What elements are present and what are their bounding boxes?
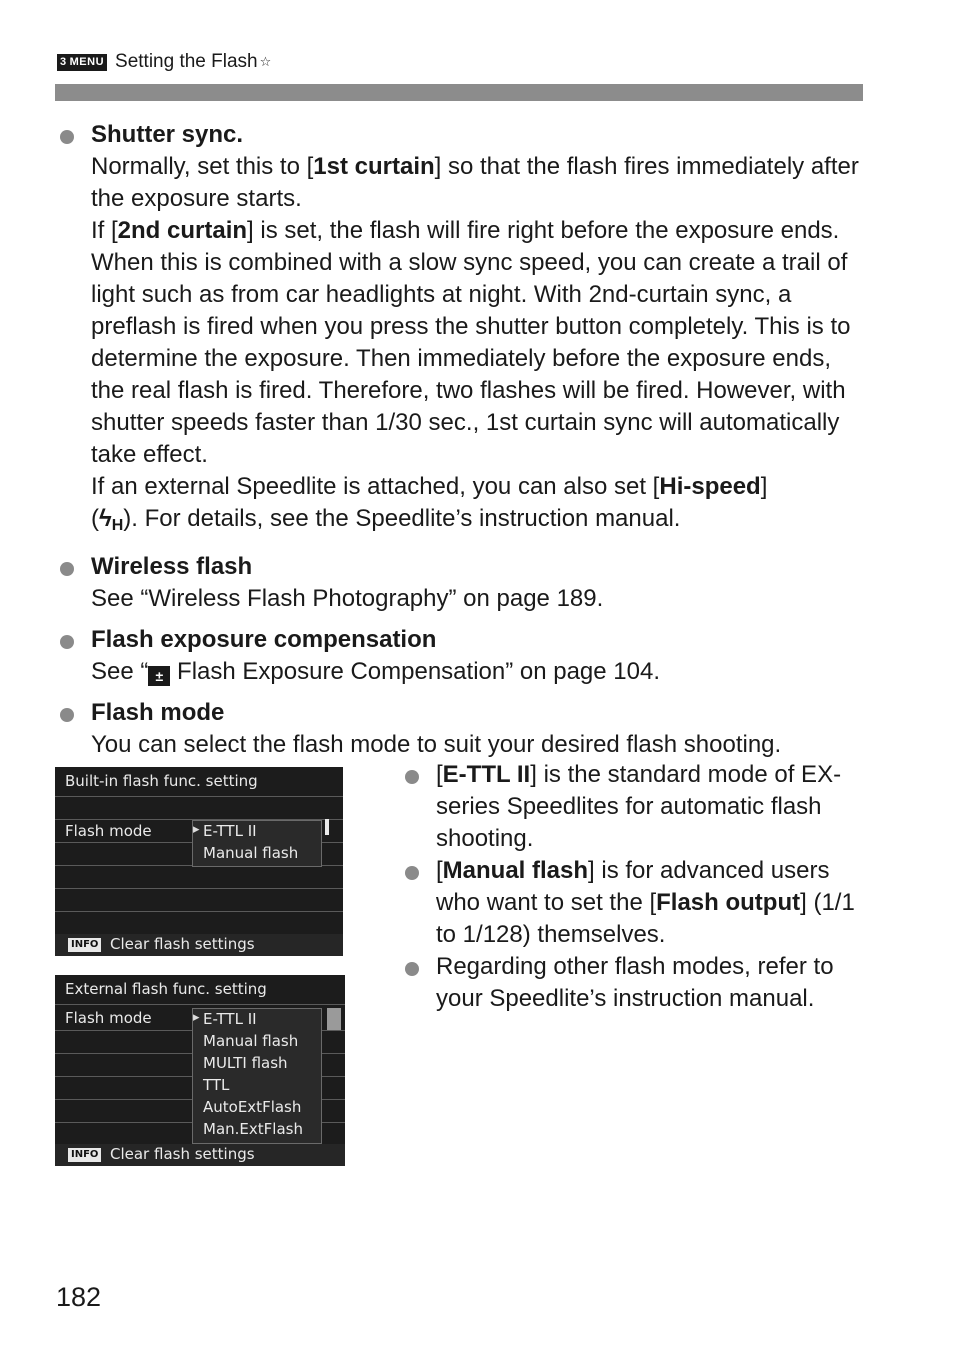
paragraph — [91, 656, 866, 688]
builtin-flash-screen — [55, 767, 343, 956]
main-content — [56, 119, 866, 770]
external-flash-screen — [55, 975, 345, 1166]
paragraph — [91, 151, 866, 215]
section-title: Wireless flash — [91, 553, 253, 580]
text: Flash Exposure Compensation” on page 104. — [170, 658, 661, 685]
info-button-icon: INFO — [68, 938, 101, 952]
paragraph: See “Wireless Flash Photography” on page 189. — [91, 585, 604, 612]
note-other-modes — [401, 951, 861, 1015]
paragraph: You can select the flash mode to suit your desired flash shooting. — [91, 731, 782, 758]
bullet-icon — [60, 562, 74, 576]
setting-name: Flash output — [656, 889, 801, 916]
option-ettl[interactable]: ▸ E-TTL II — [203, 1010, 257, 1028]
option-manual-flash[interactable]: Manual flash — [203, 844, 299, 862]
scrollbar[interactable] — [325, 819, 329, 835]
info-bar — [55, 934, 343, 956]
divider — [55, 911, 343, 912]
note-manual-flash — [401, 855, 861, 951]
setting-name: Manual flash — [442, 857, 589, 884]
option-autoextflash[interactable]: AutoExtFlash — [203, 1098, 302, 1116]
wireless-flash-section — [56, 551, 866, 615]
info-button-icon: INFO — [68, 1148, 101, 1162]
screen-title: Built-in flash func. setting — [65, 772, 258, 790]
bullet-icon — [60, 708, 74, 722]
flash-mode-label: Flash mode — [65, 1009, 152, 1027]
text: See “ — [91, 658, 149, 685]
text: ). For details, see the Speedlite’s instruction manual. — [123, 505, 681, 532]
text: ] is the standard mode of EX-series Speedlites for automatic flash shooting. — [436, 761, 842, 852]
text: ] so that the flash fires immediately after the exposure starts. — [91, 153, 859, 212]
flash-h-subscript: H — [111, 517, 124, 534]
flash-mode-label: Flash mode — [65, 822, 152, 840]
info-text: Clear flash settings — [110, 935, 255, 953]
fec-section — [56, 624, 866, 688]
divider — [55, 796, 343, 797]
page-header — [57, 49, 271, 75]
flash-mode-section — [56, 697, 866, 761]
screen-title: External flash func. setting — [65, 980, 267, 998]
text: ( — [91, 505, 99, 532]
option-manextflash[interactable]: Man.ExtFlash — [203, 1120, 303, 1138]
bullet-icon — [60, 130, 74, 144]
hi-speed-flash-icon — [99, 505, 123, 532]
section-title: Shutter sync. — [91, 121, 244, 148]
setting-name: E-TTL II — [442, 761, 531, 788]
header-divider-bar — [55, 84, 863, 101]
text: Normally, set this to [ — [91, 153, 314, 180]
option-list — [192, 1008, 322, 1144]
option-manual-flash[interactable]: Manual flash — [203, 1032, 299, 1050]
text: If an external Speedlite is attached, you can also set [ — [91, 473, 660, 500]
text: If [ — [91, 217, 118, 244]
text: ] is set, the flash will fire right before the exposure ends. When this is combined with a slow sync speed, you can create a trail of light such as from car headlights at night. With 2nd-curtain sync, a preflash is fired when you press the shutter button completely. This is to determine the exposure. Then immediately before the exposure ends, the real flash is fired. Therefore, two flashes will be fired. However, with shutter speeds faster than 1/30 sec., 1st curtain sync will automatically take effect. — [91, 217, 851, 468]
setting-name: Hi-speed — [659, 473, 761, 500]
option-ettl[interactable]: ▸ E-TTL II — [203, 822, 257, 840]
text: ] is for advanced users who want to set the [ — [436, 857, 830, 916]
section-title: Flash mode — [91, 699, 225, 726]
divider — [55, 1004, 345, 1005]
shutter-sync-section — [56, 119, 866, 542]
section-title: Flash exposure compensation — [91, 626, 437, 653]
page-number: 182 — [56, 1282, 102, 1312]
text: [ — [436, 761, 443, 788]
option-list — [192, 820, 322, 867]
note-ettl — [401, 759, 861, 855]
info-text: Clear flash settings — [110, 1145, 255, 1163]
option-ttl[interactable]: TTL — [203, 1076, 230, 1094]
option-multi-flash[interactable]: MULTI flash — [203, 1054, 288, 1072]
menu-tab-icon — [57, 54, 107, 71]
paragraph — [91, 215, 866, 471]
divider — [55, 888, 343, 889]
scrollbar[interactable] — [327, 1008, 341, 1030]
text: Regarding other flash modes, refer to your Speedlite’s instruction manual. — [436, 953, 834, 1012]
bullet-icon — [405, 962, 419, 976]
menu-tab-number: 3 — [60, 55, 67, 68]
paragraph — [91, 471, 866, 542]
menu-tab-label: MENU — [69, 55, 105, 68]
setting-name: 1st curtain — [313, 153, 435, 180]
text: ] — [760, 473, 768, 500]
setting-name: 2nd curtain — [117, 217, 248, 244]
text: ] (1/1 to 1/128) themselves. — [436, 889, 855, 948]
header-title: Setting the Flash — [115, 51, 258, 72]
bullet-icon — [405, 866, 419, 880]
flash-bolt-glyph: ϟ — [99, 505, 112, 532]
flash-mode-notes — [401, 759, 861, 1015]
bullet-icon — [405, 770, 419, 784]
star-icon: ☆ — [259, 54, 272, 69]
bullet-icon — [60, 635, 74, 649]
text: [ — [436, 857, 443, 884]
info-bar — [55, 1144, 345, 1166]
flash-exposure-compensation-icon: ± — [148, 666, 170, 686]
